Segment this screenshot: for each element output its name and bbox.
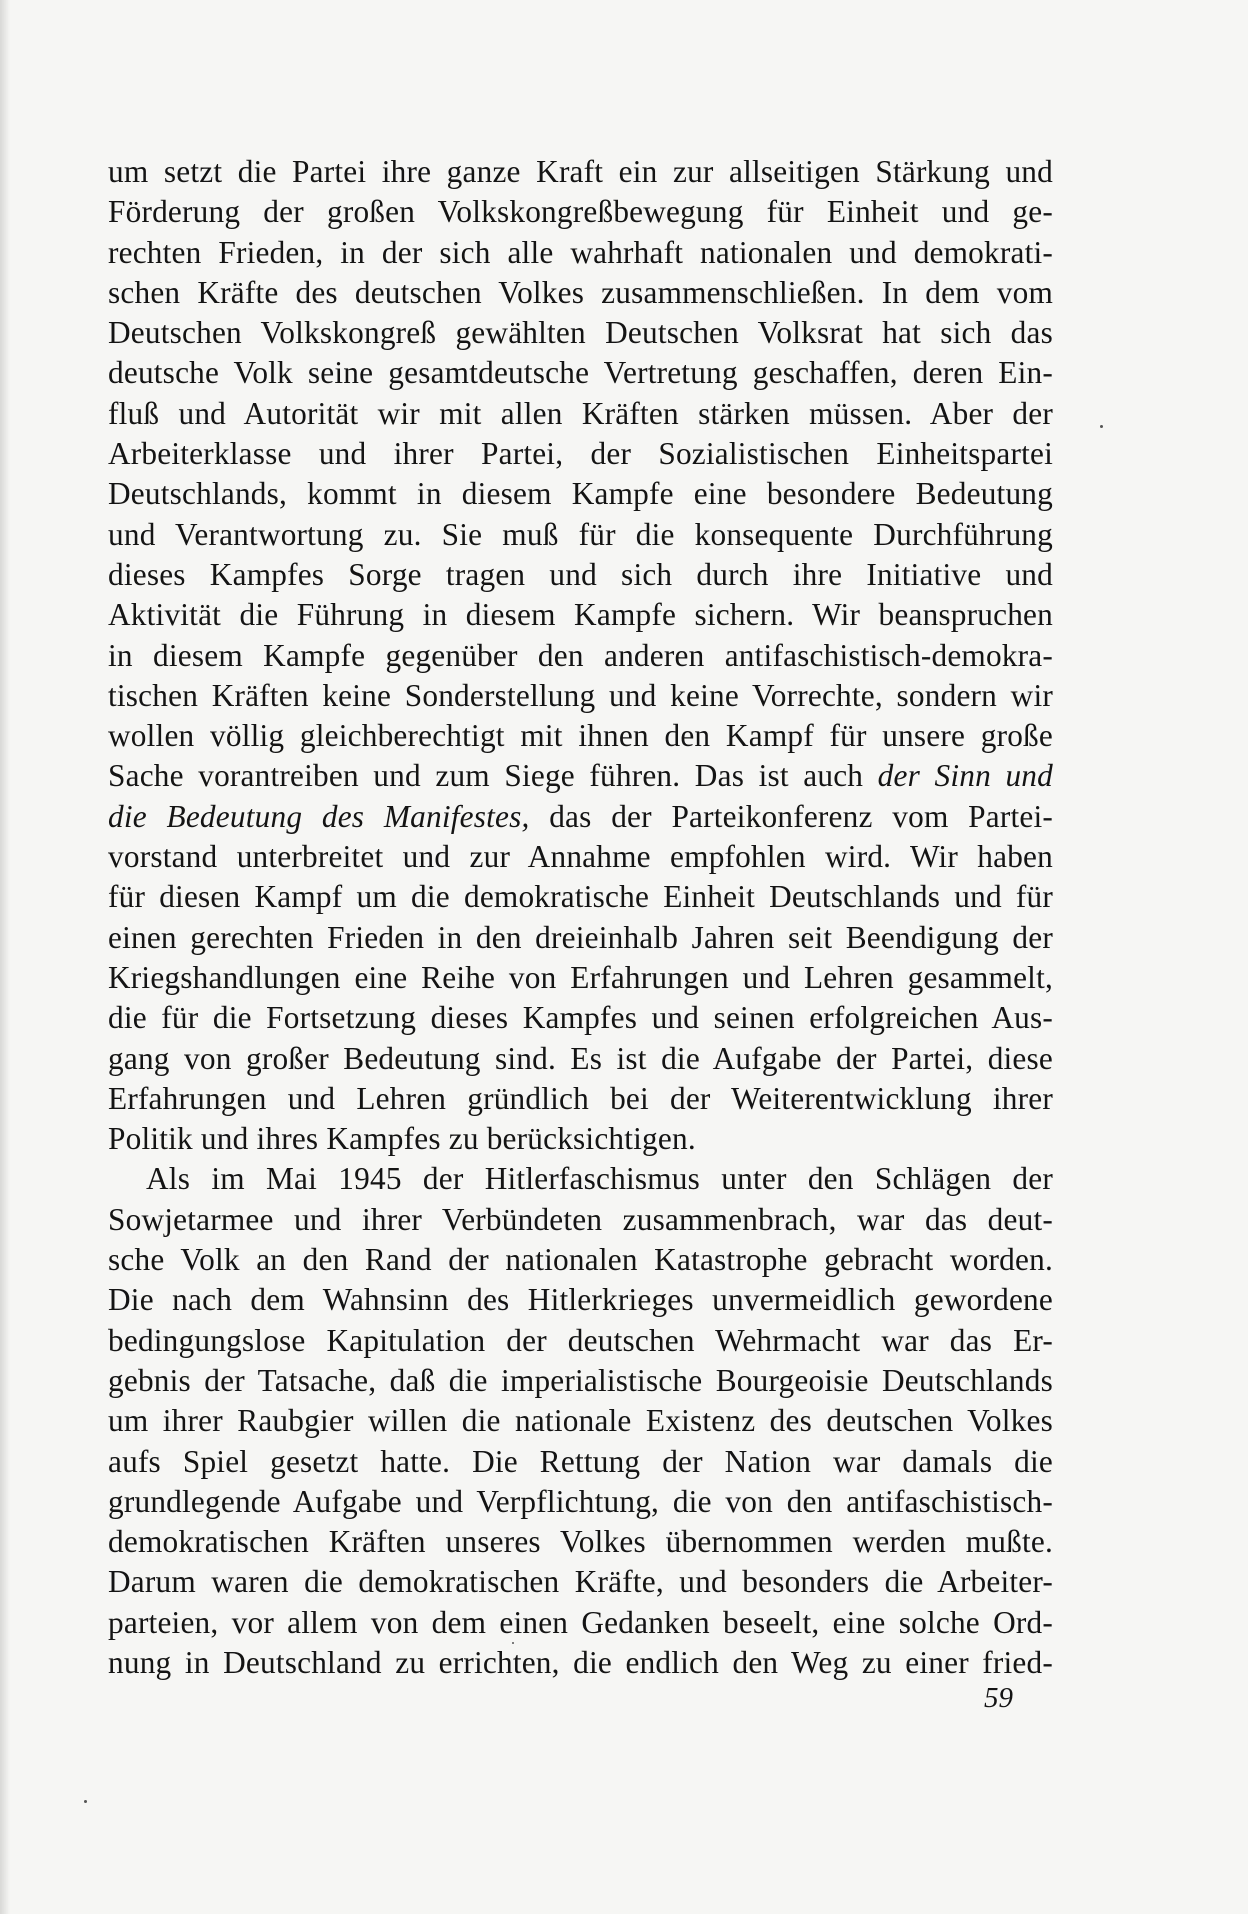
text-line: aufs Spiel gesetzt hatte. Die Rettung der Nation war damals die bbox=[108, 1443, 1053, 1479]
text-line: in diesem Kampfe gegenüber den anderen antifaschistisch-demokra- bbox=[108, 637, 1053, 673]
text-line: demokratischen Kräften unseres Volkes übernommen werden mußte. bbox=[108, 1524, 1053, 1560]
text-line: Kriegshandlungen eine Reihe von Erfahrungen und Lehren gesammelt, bbox=[108, 959, 1053, 995]
text-line: sche Volk an den Rand der nationalen Katastrophe gebracht worden. bbox=[108, 1242, 1053, 1278]
text-line: Aktivität die Führung in diesem Kampfe sichern. Wir beanspruchen bbox=[108, 597, 1053, 633]
text-line: parteien, vor allem von dem einen Gedanken beseelt, eine solche Ord- bbox=[108, 1604, 1053, 1640]
text-line: dieses Kampfes Sorge tragen und sich durch ihre Initiative und bbox=[108, 556, 1053, 592]
paragraph-first-line: Als im Mai 1945 der Hitlerfaschismus unter den Schlägen der bbox=[146, 1161, 1053, 1197]
text-line: Darum waren die demokratischen Kräfte, und besonders die Arbeiter- bbox=[108, 1564, 1053, 1600]
text-line: wollen völlig gleichberechtigt mit ihnen den Kampf für unsere große bbox=[108, 718, 1053, 754]
text-line: Deutschen Volkskongreß gewählten Deutschen Volksrat hat sich das bbox=[108, 315, 1053, 351]
text-line-with-emphasis bbox=[108, 756, 1053, 796]
text-line: Sowjetarmee und ihrer Verbündeten zusammenbrach, war das deut- bbox=[108, 1201, 1053, 1237]
emphasis-text: die Bedeutung des Manifestes, bbox=[108, 798, 530, 834]
text-line: Die nach dem Wahnsinn des Hitlerkrieges unvermeidlich gewordene bbox=[108, 1282, 1053, 1318]
text-line-with-emphasis bbox=[108, 797, 1053, 837]
text-line: rechten Frieden, in der sich alle wahrhaft nationalen und demokrati- bbox=[108, 234, 1053, 270]
text-line: Arbeiterklasse und ihrer Partei, der Sozialistischen Einheitspartei bbox=[108, 436, 1053, 472]
text-line: Erfahrungen und Lehren gründlich bei der Weiterentwicklung ihrer bbox=[108, 1080, 1053, 1116]
print-speck bbox=[1100, 425, 1103, 428]
print-speck bbox=[512, 1642, 514, 1644]
text-line: vorstand unterbreitet und zur Annahme empfohlen wird. Wir haben bbox=[108, 839, 1053, 875]
text-line: Politik und ihres Kampfes zu berücksichtigen. bbox=[108, 1121, 696, 1157]
text-line: nung in Deutschland zu errichten, die endlich den Weg zu einer fried- bbox=[108, 1644, 1053, 1680]
text-line: gebnis der Tatsache, daß die imperialistische Bourgeoisie Deutschlands bbox=[108, 1362, 1053, 1398]
text-segment: das der Parteikonferenz vom Partei- bbox=[549, 798, 1053, 834]
page-number: 59 bbox=[984, 1682, 1013, 1714]
text-line: bedingungslose Kapitulation der deutschen Wehrmacht war das Er- bbox=[108, 1322, 1053, 1358]
text-line: die für die Fortsetzung dieses Kampfes und seinen erfolgreichen Aus- bbox=[108, 1000, 1053, 1036]
text-line: und Verantwortung zu. Sie muß für die konsequente Durchführung bbox=[108, 516, 1053, 552]
text-line: deutsche Volk seine gesamtdeutsche Vertretung geschaffen, deren Ein- bbox=[108, 355, 1053, 391]
text-segment: Sache vorantreiben und zum Siege führen. Das ist auch bbox=[108, 758, 864, 794]
text-line: für diesen Kampf um die demokratische Einheit Deutschlands und für bbox=[108, 879, 1053, 915]
body-text bbox=[108, 152, 1053, 1683]
text-line: schen Kräfte des deutschen Volkes zusammenschließen. In dem vom bbox=[108, 274, 1053, 310]
page-edge-shadow bbox=[0, 0, 10, 1914]
text-line: Deutschlands, kommt in diesem Kampfe eine besondere Bedeutung bbox=[108, 476, 1053, 512]
text-line: um setzt die Partei ihre ganze Kraft ein zur allseitigen Stärkung und bbox=[108, 154, 1053, 189]
emphasis-text: der Sinn und bbox=[877, 758, 1053, 794]
text-line: grundlegende Aufgabe und Verpflichtung, die von den antifaschistisch- bbox=[108, 1483, 1053, 1519]
text-line: Förderung der großen Volkskongreßbewegung für Einheit und ge- bbox=[108, 194, 1053, 230]
text-line: um ihrer Raubgier willen die nationale Existenz des deutschen Volkes bbox=[108, 1403, 1053, 1439]
text-line: fluß und Autorität wir mit allen Kräften stärken müssen. Aber der bbox=[108, 395, 1053, 431]
print-speck bbox=[84, 1800, 87, 1803]
text-line: tischen Kräften keine Sonderstellung und keine Vorrechte, sondern wir bbox=[108, 677, 1053, 713]
text-line: einen gerechten Frieden in den dreieinhalb Jahren seit Beendigung der bbox=[108, 919, 1053, 955]
text-line: gang von großer Bedeutung sind. Es ist die Aufgabe der Partei, diese bbox=[108, 1040, 1053, 1076]
